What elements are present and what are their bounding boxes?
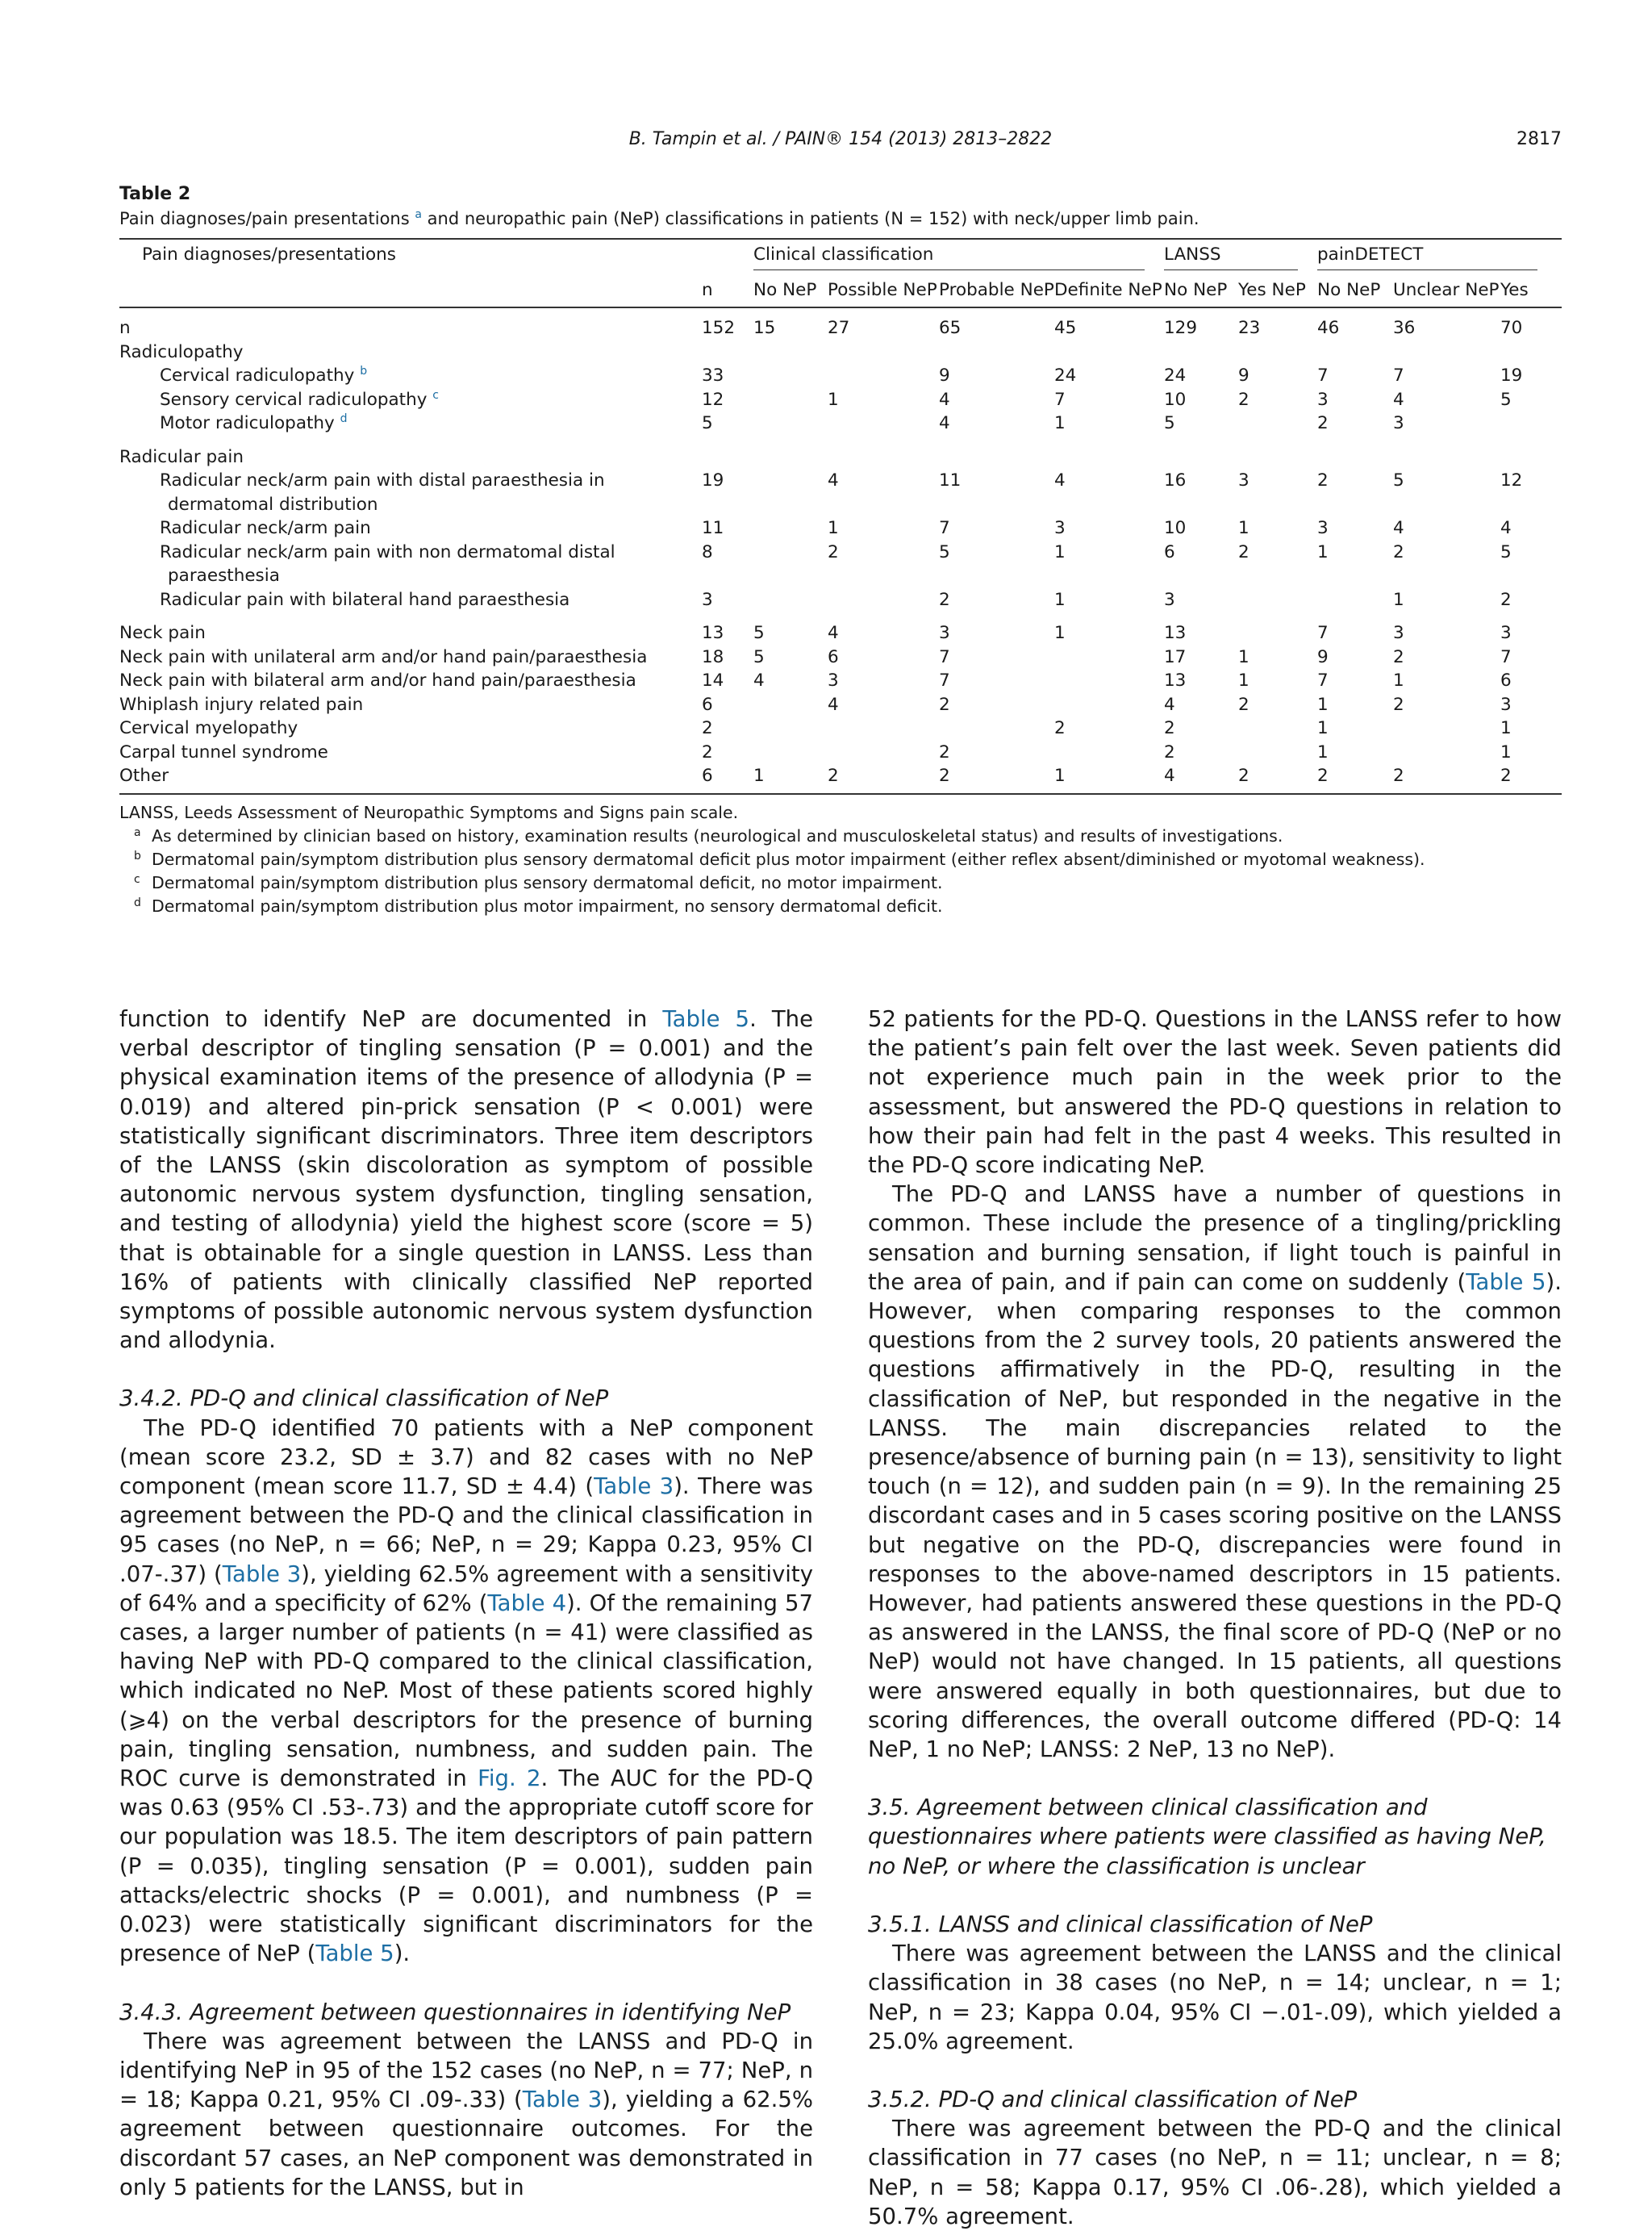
table-cell: 3 [1317,518,1329,538]
table-cell: 36 [1393,318,1416,338]
table-cell: 5 [939,541,950,562]
table-cell: 6 [1164,541,1175,562]
table-row [119,412,1562,436]
table-cell: 4 [1164,694,1175,715]
col-header-possible: Possible NeP [828,275,939,307]
table-cell: 7 [1054,389,1066,410]
table-3-link[interactable]: Table 3 [522,2087,603,2113]
table-cell: 2 [939,764,1054,794]
table-row [119,436,1562,470]
table-cell [1164,340,1238,365]
table-cell: 1 [1238,671,1249,691]
table-cell [1054,645,1164,670]
table-5-link[interactable]: Table 5 [1466,1268,1546,1295]
table-cell: 2 [1164,718,1175,738]
table-cell: 9 [1317,646,1329,667]
table-cell: 3 [1054,518,1066,538]
row-label: Sensory cervical radiculopathy $^c$ [160,388,439,410]
table-2 [119,184,1562,918]
paragraph: function to identify NeP are documented in Table 5. The verbal descriptor of tingling sensation (P = 0.001) and the physical examination items of the presence of allodynia (P = 0.019) and altered pin-prick sensation (P < 0.001) were statistically significant discriminators. Three item descriptors of the LANSS (skin discoloration as symptom of possible autonomic nervous system dysfunction, tingling sensation, and testing of allodynia) yield the highest score (score = 5) that is obtainable for a single question in LANSS. Less than 16% of patients with clinically classified NeP reported symptoms of possible autonomic nervous system dysfunction and allodynia. [119,1006,814,1354]
section-heading-3-5-2: 3.5.2. PD-Q and clinical classification of NeP [868,2086,1358,2112]
table-cell: 1 [1238,646,1249,667]
table-cell: 6 [828,646,839,667]
table-cell: 16 [1164,470,1187,491]
table-cell: 3 [1500,623,1512,643]
table-cell: 1 [1054,541,1066,562]
table-cell [1054,669,1164,693]
table-row [119,516,1562,541]
table-cell: 11 [939,470,962,491]
journal-citation: B. Tampin et al. / PAIN® 154 (2013) 2813–2822 [628,129,1053,149]
section-heading-3-5: 3.5. Agreement between clinical classification and questionnaires where patients were classified as having NeP, no NeP, or where the classification is unclear [868,1794,1546,1879]
col-header-pd-yes: Yes [1500,275,1562,307]
table-cell: 7 [1500,646,1512,667]
table-cell [828,436,939,470]
table-cell: 5 [753,623,765,643]
table-cell: 46 [1317,318,1340,338]
table-cell [1238,412,1317,436]
table-cell: 6 [702,764,753,794]
footnote-c: c Dermatomal pain/symptom distribution plus sensory dermatomal deficit, no motor impairment. [134,872,943,892]
table-row [119,588,1562,612]
table-cell: 4 [1054,470,1066,491]
footnote-a: a As determined by clinician based on history, examination results (neurological and musculoskeletal status) and results of investigations. [134,825,1283,846]
paragraph: There was agreement between the LANSS and the clinical classification in 38 cases (no NeP, n = 14; unclear, n = 1; NeP, n = 23; Kappa 0.04, 95% CI −.01-.09), which yielded a 25.0% agreement. [868,1941,1562,2054]
table-cell [1238,612,1317,645]
table-cell [1500,436,1562,470]
table-cell: 2 [1393,694,1404,715]
table-cell: 23 [1238,318,1261,338]
table-cell [828,340,939,365]
table-cell [1238,588,1317,612]
paragraph: The PD-Q and LANSS have a number of questions in common. These include the presence of a tingling/prickling sensation and burning sensation, if light touch is painful in the area of pain, and if pain can come on suddenly (Table 5). However, when comparing responses to the common questions from the 2 survey tools, 20 patients answered the questions affirmatively in the PD-Q, resulting in the classification of NeP, but responded in the negative in the LANSS. The main discrepancies related to the presence/absence of burning pain (n = 13), sensitivity to light touch (n = 12), and sudden pain (n = 9). In the remaining 25 discordant cases and in 5 cases scoring positive on the LANSS but negative on the PD-Q, discrepancies were found in responses to the above-named descriptors in 15 patients. However, had patients answered these questions in the PD-Q as answered in the LANSS, the final score of PD-Q (NeP or no NeP) would not have changed. In 15 patients, all questions were answered equally in both questionnaires, but due to scoring differences, the overall outcome differed (PD-Q: 14 NeP, 1 no NeP; LANSS: 2 NeP, 13 no NeP). [868,1181,1562,1763]
col-header-no-nep: No NeP [753,275,828,307]
table-cell: 1 [1317,694,1329,715]
table-cell: 2 [939,742,950,762]
col-header-pd-unclear: Unclear NeP [1393,275,1500,307]
table-cell: 65 [939,318,962,338]
row-label: Motor radiculopathy $^d$ [160,412,348,433]
table-cell [828,412,939,436]
table-row [119,612,1562,645]
col-header-definite: Definite NeP [1054,275,1164,307]
table-cell: 2 [1393,541,1404,562]
table-cell [1393,340,1500,365]
table-cell: 1 [1317,742,1329,762]
table-footnotes [119,801,1562,918]
table-cell: 10 [1164,518,1187,538]
row-label: Cervical myelopathy [119,718,298,738]
table-3-link[interactable]: Table 3 [222,1560,302,1587]
table-cell [939,340,1054,365]
table-cell [1054,436,1164,470]
table-cell: 2 [1500,764,1562,794]
table-row [119,541,1562,588]
table-cell: 5 [1393,470,1404,491]
table-cell: 2 [828,541,839,562]
table-cell [828,717,939,741]
table-cell: 6 [1500,671,1512,691]
table-cell: 19 [702,470,724,491]
table-cell: 1 [828,389,839,410]
table-cell: 70 [1500,318,1523,338]
table-cell: 3 [1317,389,1329,410]
table-cell: 13 [702,623,724,643]
table-row [119,717,1562,741]
table-row [119,693,1562,717]
table-cell: 1 [1054,623,1066,643]
table-cell: 2 [1317,764,1393,794]
table-cell: 1 [1054,413,1066,433]
fig-2-link[interactable]: Fig. 2 [478,1765,541,1792]
table-cell [753,469,828,516]
table-cell [1393,436,1500,470]
table-cell: 4 [1164,764,1238,794]
table-cell: 5 [1500,541,1512,562]
table-cell: 27 [828,318,850,338]
table-cell: 4 [1500,518,1512,538]
table-cell: 18 [702,646,724,667]
col-group-diagnoses: Pain diagnoses/presentations [119,239,702,275]
table-cell: 8 [702,541,713,562]
table-row [119,469,1562,516]
table-cell: 6 [702,694,713,715]
table-cell [753,717,828,741]
paragraph: 52 patients for the PD-Q. Questions in the LANSS refer to how the patient’s pain felt over the last week. Seven patients did not experience much pain in the week prior to the assessment, but answered the PD-Q questions in relation to how their pain had felt in the past 4 weeks. This resulted in the PD-Q score indicating NeP. [868,1006,1562,1179]
table-cell: 4 [939,389,950,410]
table-cell [1317,340,1393,365]
row-label: Cervical radiculopathy $^b$ [160,364,368,386]
table-cell [1238,340,1317,365]
table-cell: 4 [939,413,950,433]
col-group-paindetect: painDETECT [1317,239,1562,275]
table-cell: 7 [939,646,950,667]
table-cell: 2 [1238,694,1249,715]
table-cell: 2 [1393,764,1500,794]
row-label: Radicular pain [119,446,244,467]
col-group-lanss: LANSS [1164,239,1317,275]
table-cell: 2 [1238,541,1249,562]
table-row [119,364,1562,388]
col-header-pd-no: No NeP [1317,275,1393,307]
footnote-ref-d[interactable]: d [340,412,348,425]
table-cell: 3 [1238,470,1249,491]
table-cell [1238,717,1317,741]
table-cell [828,364,939,388]
row-label: Neck pain with bilateral arm and/or hand pain/paraesthesia [119,671,636,691]
table-cell: 7 [1317,671,1329,691]
table-cell [1054,340,1164,365]
table-cell: 1 [1500,742,1512,762]
table-cell: 2 [1500,589,1512,610]
row-label: n [119,318,131,338]
table-cell: 45 [1054,318,1077,338]
table-cell: 7 [1393,366,1404,386]
table-cell [1317,588,1393,612]
table-row [119,669,1562,693]
left-column [119,1005,813,2202]
table-cell: 14 [702,671,724,691]
table-cell [1164,436,1238,470]
paragraph: There was agreement between the PD-Q and the clinical classification in 77 cases (no NeP, n = 11; unclear, n = 8; NeP, n = 58; Kappa 0.17, 95% CI .06-.28), which yielded a 50.7% agreement. [868,2116,1562,2229]
table-cell [753,388,828,412]
section-heading-3-4-3: 3.4.3. Agreement between questionnaires in identifying NeP [119,1999,791,2025]
table-cell [753,364,828,388]
table-cell: 15 [753,318,776,338]
table-cell: 4 [1393,518,1404,538]
table-row [119,645,1562,670]
table-cell: 2 [1317,470,1329,491]
table-cell: 2 [939,694,950,715]
row-label: Neck pain [119,623,206,643]
table-cell: 11 [702,518,724,538]
table-cell: 13 [1164,623,1187,643]
table-cell: 7 [939,518,950,538]
table-cell: 7 [939,671,950,691]
page-number: 2817 [1516,129,1562,149]
table-cell: 9 [939,366,950,386]
col-header-lanss-yes: Yes NeP [1238,275,1317,307]
table-cell: 2 [939,589,950,610]
table-cell [828,588,939,612]
table-cell: 3 [1393,623,1404,643]
table-cell [1238,741,1317,765]
table-cell: 1 [753,764,828,794]
paragraph: The PD-Q identified 70 patients with a NeP component (mean score 23.2, SD ± 3.7) and 82 cases with no NeP component (mean score 11.7, SD ± 4.4) (Table 3). There was agreement between the PD-Q and the clinical classification in 95 cases (no NeP, n = 66; NeP, n = 29; Kappa 0.23, 95% CI .07-.37) (Table 3), yielding 62.5% agreement with a sensitivity of 64% and a specificity of 62% (Table 4). Of the remaining 57 cases, a larger number of patients (n = 41) were classified as having NeP with PD-Q compared to the clinical classification, which indicated no NeP. Most of these patients scored highly (⩾4) on the verbal descriptors for the presence of burning pain, tingling sensation, numbness, and sudden pain. The ROC curve is demonstrated in Fig. 2. The AUC for the PD-Q was 0.63 (95% CI .53-.73) and the appropriate cutoff score for our population was 18.5. The item descriptors of pain pattern (P = 0.035), tingling sensation (P = 0.001), sudden pain attacks/electric shocks (P = 0.001), and numbness (P = 0.023) were statistically significant discriminators for the presence of NeP (Table 5). [119,1414,814,1967]
table-cell: 2 [1238,389,1249,410]
table-cell: 1 [1238,518,1249,538]
table-cell: 1 [1317,541,1329,562]
footnote-b: b Dermatomal pain/symptom distribution plus sensory dermatomal deficit plus motor impairment (either reflex absent/diminished or myotomal weakness). [134,849,1425,869]
table-cell: 152 [702,318,736,338]
table-cell: 9 [1238,366,1249,386]
table-cell: 2 [828,764,939,794]
table-cell: 1 [828,518,839,538]
table-cell [702,436,753,470]
col-header-lanss-no: No NeP [1164,275,1238,307]
table-cell: 4 [753,671,765,691]
table-cell: 3 [1500,694,1512,715]
row-label: Radiculopathy [119,341,244,362]
data-table [119,238,1562,795]
table-cell: 12 [1500,470,1523,491]
row-label: Whiplash injury related pain [119,694,364,715]
table-cell: 3 [1164,589,1175,610]
table-row [119,764,1562,794]
footnote-d: d Dermatomal pain/symptom distribution plus motor impairment, no sensory dermatomal deficit. [134,896,943,916]
table-5-link[interactable]: Table 5 [315,1941,394,1967]
table-cell: 2 [1317,413,1329,433]
right-column [868,1005,1562,2231]
table-cell [753,588,828,612]
row-label: Neck pain with unilateral arm and/or hand pain/paraesthesia [119,646,648,667]
running-header [119,129,1562,158]
table-cell: 3 [939,623,950,643]
section-heading-3-5-1: 3.5.1. LANSS and clinical classification of NeP [868,1911,1373,1937]
table-cell [1317,436,1393,470]
section-heading-3-4-2: 3.4.2. PD-Q and clinical classification of NeP [119,1385,609,1412]
table-cell: 2 [702,742,713,762]
table-cell: 4 [828,623,839,643]
table-cell: 2 [1164,742,1175,762]
table-cell: 24 [1054,366,1077,386]
table-cell: 1 [1500,718,1512,738]
table-cell [828,741,939,765]
row-label: Radicular neck/arm pain with distal paraesthesia in dermatomal distribution [160,470,605,515]
table-cell: 4 [828,694,839,715]
table-4-link[interactable]: Table 4 [487,1590,567,1616]
col-header-probable: Probable NeP [939,275,1054,307]
table-row [119,388,1562,412]
footnote-ref-a[interactable]: a [415,208,422,221]
table-cell: 33 [702,366,724,386]
table-cell [1054,741,1164,765]
footnote-ref-b[interactable]: b [360,364,368,378]
row-label: Other [119,764,702,794]
table-cell: 7 [1317,366,1329,386]
table-cell: 1 [1393,589,1404,610]
table-cell [1500,412,1562,436]
table-cell [939,717,1054,741]
row-label: Carpal tunnel syndrome [119,742,328,762]
table-row [119,307,1562,340]
table-caption: Pain diagnoses/pain presentations $^a$ and neuropathic pain (NeP) classifications in patients (N = 152) with neck/upper limb pain. [119,208,1199,228]
table-cell [753,436,828,470]
table-cell [702,340,753,365]
table-cell: 13 [1164,671,1187,691]
table-cell [1500,340,1562,365]
table-cell: 3 [1393,413,1404,433]
table-label: Table 2 [119,184,191,204]
table-cell: 129 [1164,318,1198,338]
row-label: Radicular neck/arm pain [160,518,371,538]
table-cell [753,741,828,765]
table-5-link[interactable]: Table 5 [662,1006,750,1032]
table-cell: 4 [828,470,839,491]
table-cell: 3 [828,671,839,691]
paragraph: There was agreement between the LANSS and PD-Q in identifying NeP in 95 of the 152 cases (no NeP, n = 77; NeP, n = 18; Kappa 0.21, 95% CI .09-.33) (Table 3), yielding a 62.5% agreement between questionnaire outcomes. For the discordant 57 cases, an NeP component was demonstrated in only 5 patients for the LANSS, but in [119,2028,813,2200]
table-cell [939,436,1054,470]
table-cell [1238,436,1317,470]
table-cell: 5 [1164,413,1175,433]
table-cell [753,516,828,541]
row-label: Radicular neck/arm pain with non dermatomal distal paraesthesia [160,541,615,586]
table-cell: 5 [753,646,765,667]
table-cell: 5 [1500,389,1512,410]
table-row [119,340,1562,365]
table-cell [1393,717,1500,741]
table-cell: 1 [1393,671,1404,691]
table-cell: 2 [1393,646,1404,667]
table-cell: 10 [1164,389,1187,410]
table-cell [1393,741,1500,765]
table-cell [1054,693,1164,717]
table-cell: 12 [702,389,724,410]
col-group-clinical: Clinical classification [753,239,1164,275]
table-cell: 2 [1238,764,1317,794]
table-cell: 2 [1054,718,1066,738]
table-cell: 3 [702,589,713,610]
col-header-n: n [702,275,753,307]
table-cell: 17 [1164,646,1187,667]
table-cell: 5 [702,413,713,433]
table-cell: 4 [1393,389,1404,410]
table-cell: 2 [702,718,713,738]
footnote-ref-c[interactable]: c [432,388,439,402]
table-cell [753,693,828,717]
table-cell: 1 [1317,718,1329,738]
table-cell: 24 [1164,366,1187,386]
table-3-link[interactable]: Table 3 [594,1473,674,1500]
table-cell: 19 [1500,366,1523,386]
table-row [119,741,1562,765]
row-label: Radicular pain with bilateral hand paraesthesia [160,589,570,610]
table-cell [753,412,828,436]
table-cell [753,340,828,365]
table-cell [753,541,828,588]
table-cell: 1 [1054,764,1164,794]
footnote-abbrev: LANSS, Leeds Assessment of Neuropathic Symptoms and Signs pain scale. [119,802,739,822]
table-cell: 1 [1054,589,1066,610]
table-cell: 7 [1317,623,1329,643]
